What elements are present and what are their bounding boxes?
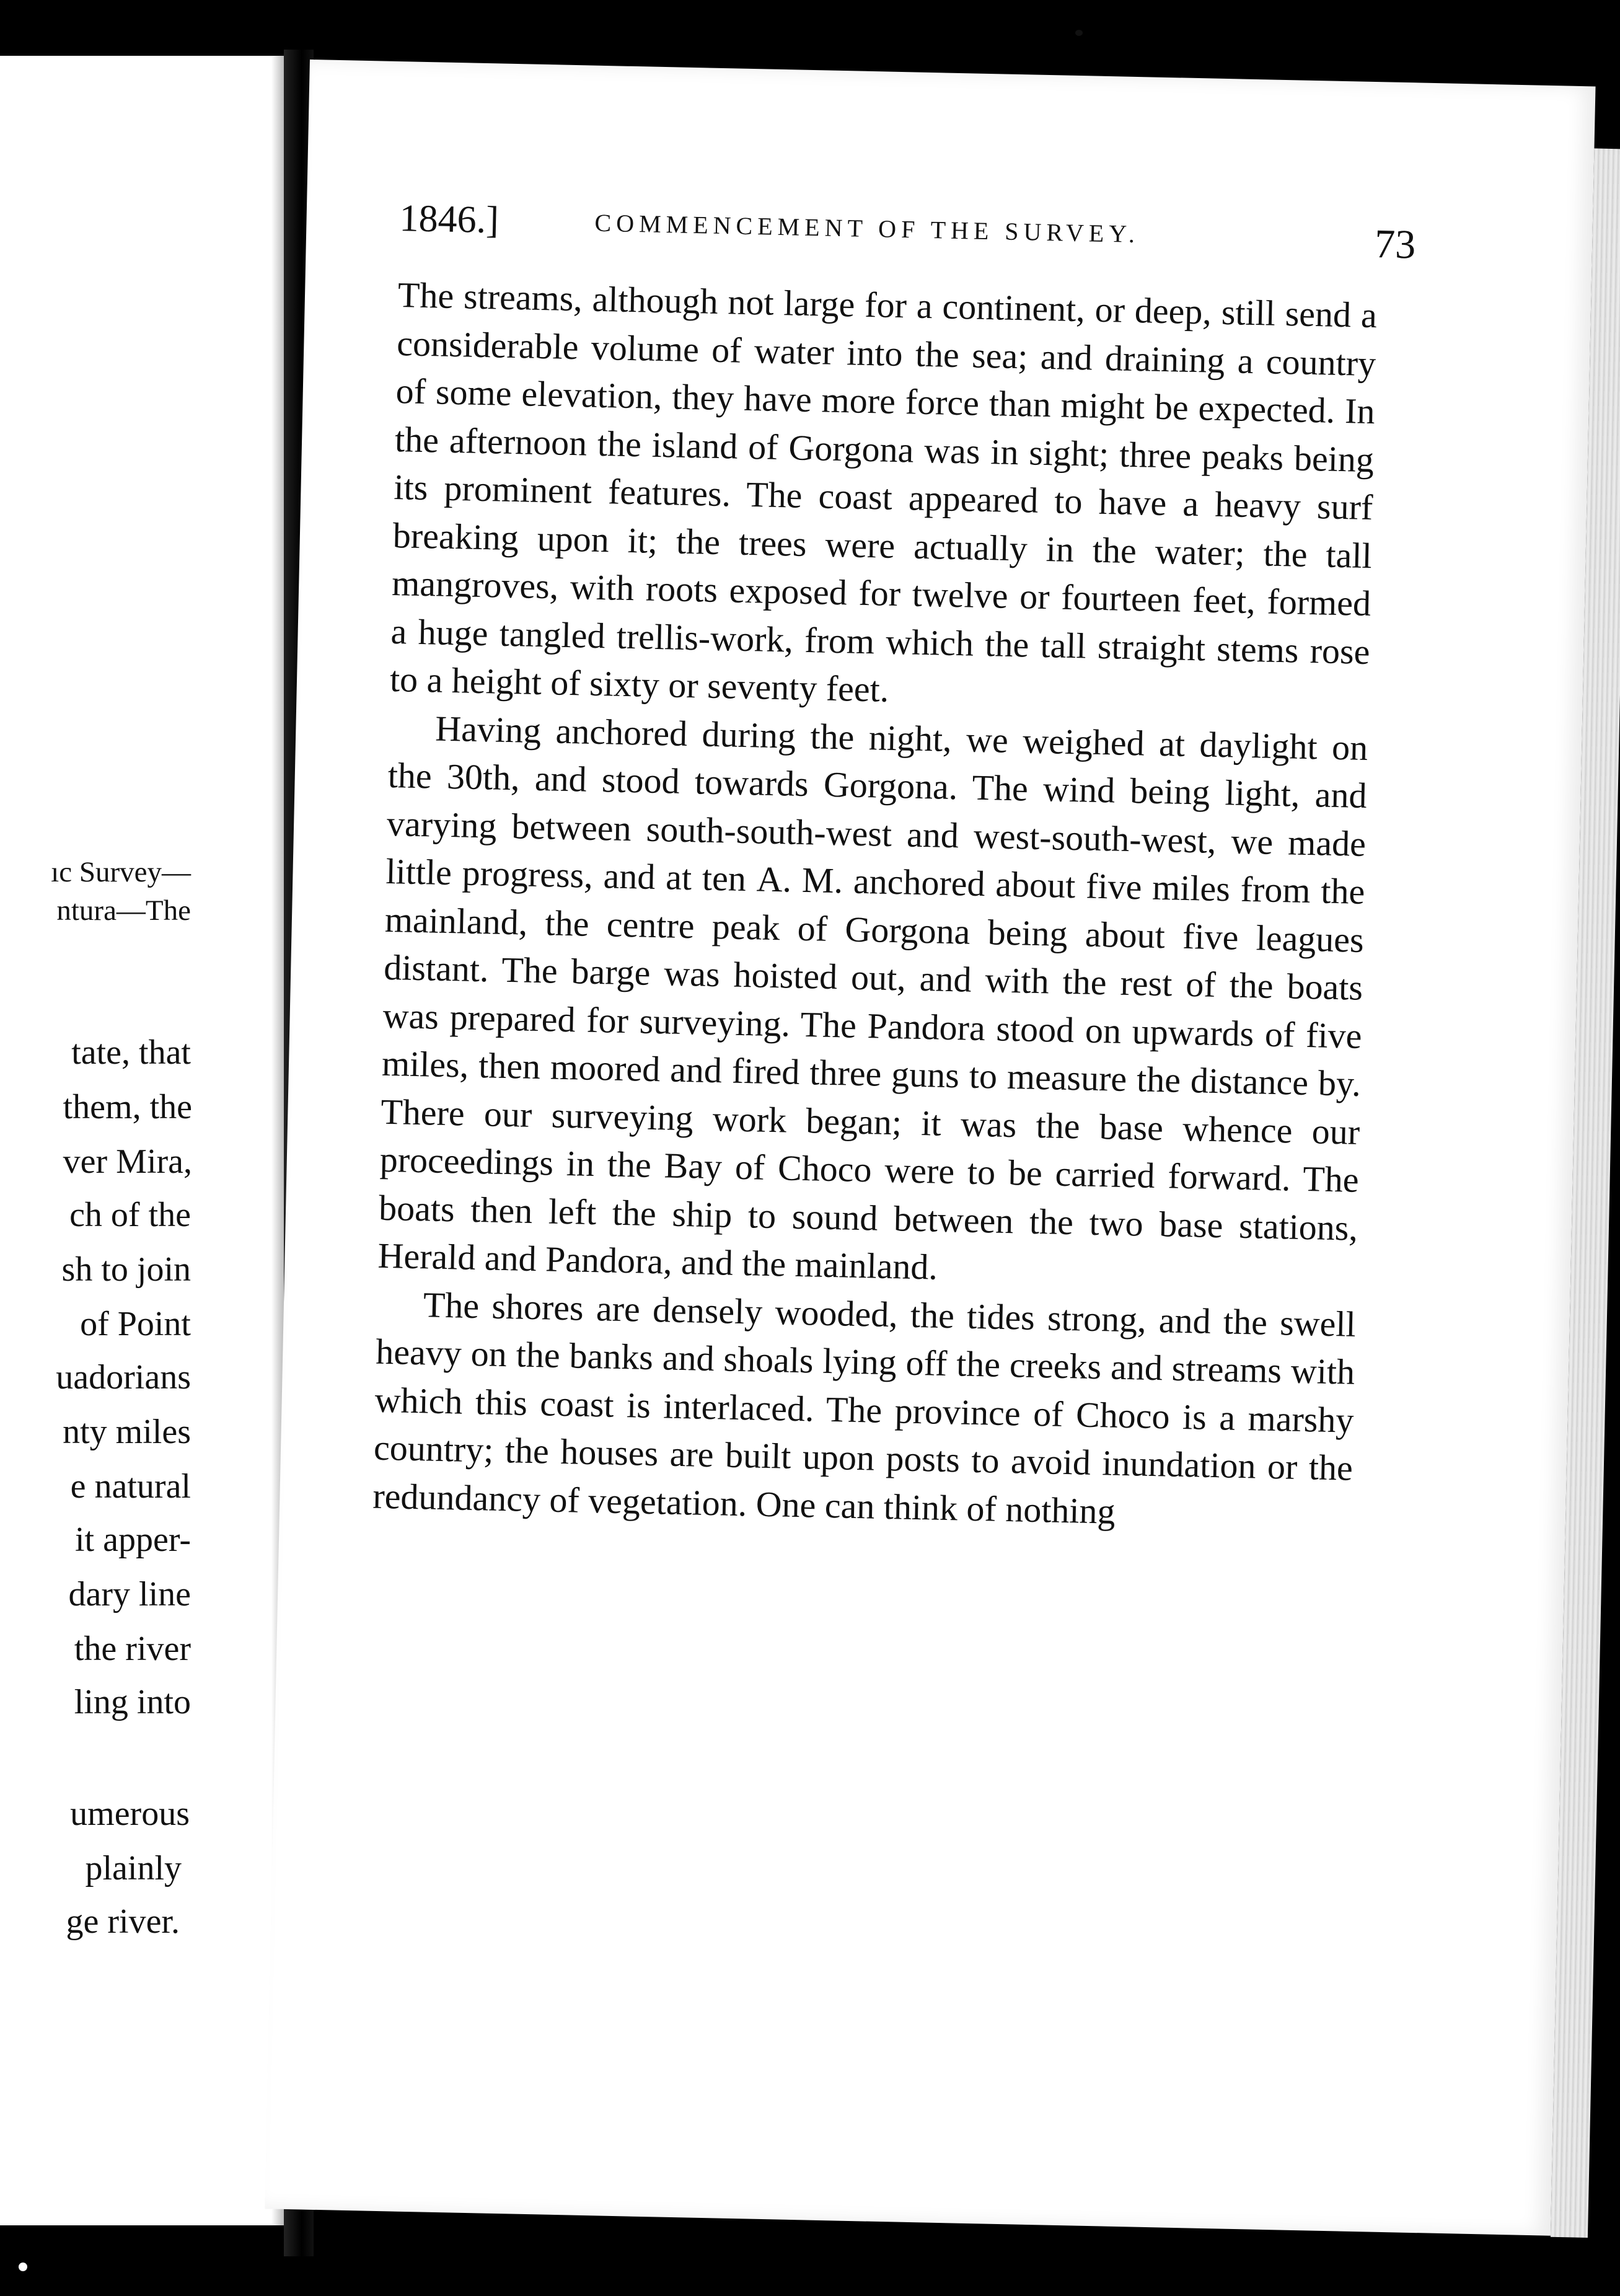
left-fragment-line: plainly <box>85 1849 182 1888</box>
page-edge <box>1551 148 1620 2238</box>
left-fragment-line: them, the <box>63 1088 192 1126</box>
running-head <box>398 196 1416 268</box>
left-fragment-line: umerous <box>70 1795 190 1833</box>
left-fragment-line: tate, that <box>71 1033 191 1072</box>
left-page-fragment <box>0 56 284 2225</box>
left-fragment-line: it apper- <box>74 1521 191 1559</box>
scan-speck <box>19 2263 27 2271</box>
running-head-year: 1846.] <box>398 197 500 242</box>
time-abbreviation: A. M. <box>756 859 843 901</box>
page-number: 73 <box>1374 221 1416 268</box>
left-fragment-line: ling into <box>74 1683 191 1721</box>
left-fragment-line: of Point <box>80 1305 191 1343</box>
paragraph-text: anchored about five miles from the mainland, the centre peak of Gorgona being about five leagues distant. The barge was hoisted out, and with the rest of the boats was prepared for surveying. The Pandora stood on upwards of five miles, then moored and fired three guns to measure the distance by. There our surveying work began; it was the base whence our proceedings in the Bay of Choco were to be carried forward. The boats then left the ship to sound between the two base stations, Herald and Pandora, and the mainland. <box>377 860 1365 1287</box>
body-text <box>372 271 1378 1540</box>
left-fragment-line: ge river. <box>66 1902 180 1941</box>
left-fragment-line: the river <box>74 1630 191 1668</box>
left-fragment-line: uadorians <box>56 1358 191 1397</box>
left-fragment-line: sh to join <box>61 1250 191 1289</box>
paragraph-text: Having anchored during the night, we weighed at daylight on the 30th, and stood towards Gorgona. The wind being light, and varying between south-south-west and west-south-west, we made little progress, and at ten <box>385 707 1368 899</box>
paragraph <box>377 703 1368 1300</box>
left-fragment-line: ntura—The <box>56 894 191 927</box>
left-fragment-line: ıc Survey— <box>51 856 191 888</box>
scan-speck <box>1075 30 1083 36</box>
book-page <box>265 60 1595 2236</box>
paragraph: The shores are densely wooded, the tides strong, and the swell heavy on the banks and shoals lying off the creeks and streams with which this coast is interlaced. The province of Choco is a marshy country; the houses are built upon posts to avoid inundation or the redundancy of vegetation. One can think of nothing <box>372 1284 1357 1532</box>
paragraph: The streams, although not large for a continent, or deep, still send a considerable volume of water into the sea; and draining a country of some elevation, they have more force than might be expected. In the afternoon the island of Gorgona was in sight; three peaks being its prominent features. The coast appeared to have a heavy surf breaking upon it; the trees were actually in the water; the tall mangroves, with roots exposed for twelve or fourteen feet, formed a huge tangled trellis-work, from which the tall straight stems rose to a height of sixty or seventy feet. <box>389 275 1378 710</box>
running-head-title: COMMENCEMENT OF THE SURVEY. <box>594 208 1140 249</box>
left-fragment-line: dary line <box>68 1575 191 1614</box>
left-fragment-line: ver Mira, <box>63 1142 192 1181</box>
left-fragment-line: ch of the <box>69 1196 191 1234</box>
left-fragment-line: e natural <box>70 1467 191 1506</box>
left-fragment-line: nty miles <box>63 1413 191 1451</box>
